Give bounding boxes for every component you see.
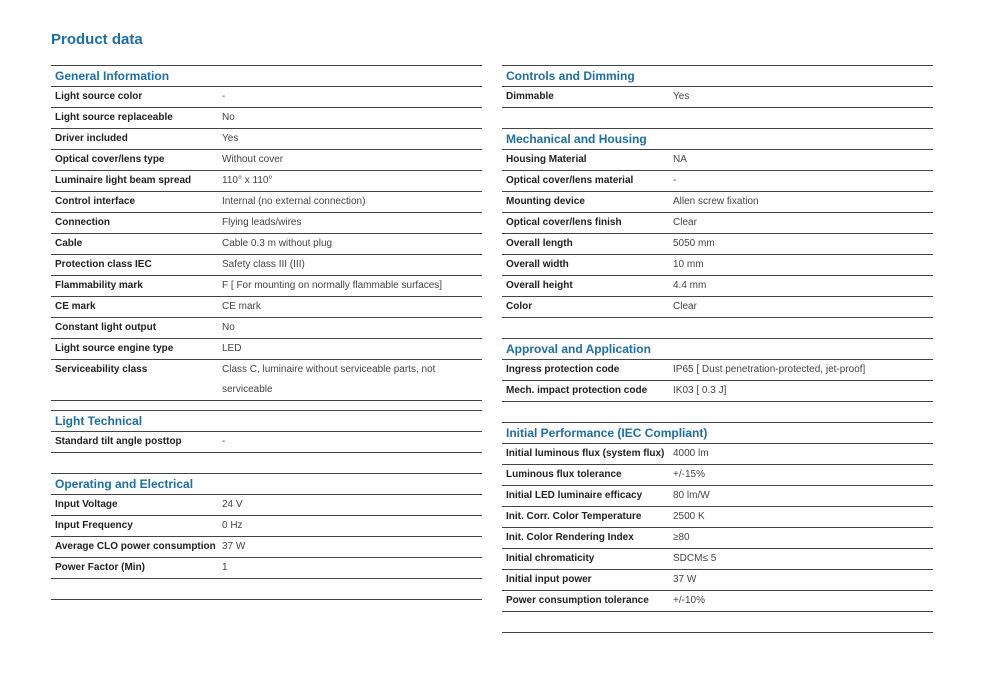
row-key: Standard tilt angle posttop <box>55 436 182 447</box>
row-value: LED <box>222 343 242 354</box>
table-row <box>51 515 482 536</box>
section-operating-electrical <box>51 473 482 600</box>
section-general-information <box>51 65 482 410</box>
row-key: Initial LED luminaire efficacy <box>506 490 643 501</box>
table-row <box>502 254 933 275</box>
right-column <box>502 65 933 633</box>
row-key: Power Factor (Min) <box>55 562 146 573</box>
row-value-line: serviceable <box>222 384 273 395</box>
row-key: Initial luminous flux (system flux) <box>506 448 665 459</box>
row-value: - <box>673 175 677 186</box>
section-title: General Information <box>51 65 482 86</box>
row-value: Without cover <box>222 154 284 165</box>
row-value: Yes <box>222 133 239 144</box>
table-row <box>502 191 933 212</box>
row-key: Input Voltage <box>55 499 118 510</box>
row-value: Clear <box>673 301 697 312</box>
table-row <box>502 590 933 611</box>
row-key: Serviceability class <box>55 364 148 375</box>
table-row <box>502 212 933 233</box>
divider <box>51 599 482 600</box>
row-value: - <box>222 436 226 447</box>
row-key: CE mark <box>55 301 96 312</box>
row-value: 10 mm <box>673 259 704 270</box>
divider <box>51 578 482 599</box>
row-value: IP65 [ Dust penetration-protected, jet-proof] <box>673 364 866 375</box>
row-value <box>218 360 482 400</box>
table-row <box>502 86 933 107</box>
row-value: Cable 0.3 m without plug <box>222 238 333 249</box>
table-row <box>51 233 482 254</box>
row-value: IK03 [ 0.3 J] <box>673 385 727 396</box>
row-key: Overall height <box>506 280 573 291</box>
divider <box>502 317 933 338</box>
row-value: ≥80 <box>673 532 690 543</box>
row-key: Constant light output <box>55 322 157 333</box>
row-key: Overall length <box>506 238 573 249</box>
row-value: - <box>222 91 226 102</box>
table-row <box>51 212 482 233</box>
section-title: Mechanical and Housing <box>502 128 933 149</box>
section-mechanical-housing <box>502 128 933 338</box>
row-key: Light source engine type <box>55 343 174 354</box>
row-key: Optical cover/lens finish <box>506 217 622 228</box>
table-row <box>51 359 482 400</box>
left-column <box>51 65 482 600</box>
section-initial-performance <box>502 422 933 633</box>
divider <box>51 400 482 410</box>
row-value: Internal (no external connection) <box>222 196 366 207</box>
table-row <box>51 254 482 275</box>
row-key: Average CLO power consumption <box>55 541 216 552</box>
table-row <box>502 275 933 296</box>
row-key: Optical cover/lens material <box>506 175 634 186</box>
row-key: Init. Corr. Color Temperature <box>506 511 642 522</box>
table-row <box>51 170 482 191</box>
section-title: Approval and Application <box>502 338 933 359</box>
row-value: 37 W <box>673 574 697 585</box>
row-key: Mech. impact protection code <box>506 385 648 396</box>
row-value: F [ For mounting on normally flammable surfaces] <box>222 280 443 291</box>
row-value: SDCM≤ 5 <box>673 553 717 564</box>
row-key: Luminous flux tolerance <box>506 469 622 480</box>
row-value: 5050 mm <box>673 238 715 249</box>
row-value: 2500 K <box>673 511 705 522</box>
row-value: 4000 lm <box>673 448 709 459</box>
row-value: Flying leads/wires <box>222 217 302 228</box>
table-row <box>502 359 933 380</box>
row-value: Clear <box>673 217 697 228</box>
row-value: No <box>222 112 235 123</box>
table-row <box>51 107 482 128</box>
table-row <box>51 191 482 212</box>
row-value: +/-15% <box>673 469 705 480</box>
table-row <box>51 149 482 170</box>
row-value: 110° x 110° <box>222 175 273 186</box>
section-title: Initial Performance (IEC Compliant) <box>502 422 933 443</box>
row-key: Light source color <box>55 91 143 102</box>
table-row <box>51 431 482 452</box>
table-row <box>502 464 933 485</box>
table-row <box>51 275 482 296</box>
row-key: Initial input power <box>506 574 592 585</box>
divider <box>502 632 933 633</box>
section-title: Light Technical <box>51 410 482 431</box>
row-value: 80 lm/W <box>673 490 710 501</box>
row-value: NA <box>673 154 687 165</box>
table-row <box>502 296 933 317</box>
section-title: Operating and Electrical <box>51 473 482 494</box>
table-row <box>502 485 933 506</box>
table-row <box>51 86 482 107</box>
table-row <box>51 317 482 338</box>
row-value: Yes <box>673 91 690 102</box>
row-value: 4.4 mm <box>673 280 707 291</box>
table-row <box>51 536 482 557</box>
row-value: 37 W <box>222 541 246 552</box>
table-row <box>51 557 482 578</box>
row-value: 24 V <box>222 499 243 510</box>
divider <box>51 452 482 473</box>
table-row <box>502 170 933 191</box>
section-controls-dimming <box>502 65 933 128</box>
row-key: Overall width <box>506 259 569 270</box>
table-row <box>502 149 933 170</box>
row-key: Light source replaceable <box>55 112 173 123</box>
table-row <box>51 128 482 149</box>
table-row <box>51 296 482 317</box>
row-value: 0 Hz <box>222 520 243 531</box>
row-value: Allen screw fixation <box>673 196 759 207</box>
table-row <box>502 233 933 254</box>
row-key: Init. Color Rendering Index <box>506 532 634 543</box>
row-key: Dimmable <box>506 91 554 102</box>
row-key: Driver included <box>55 133 128 144</box>
section-approval-application <box>502 338 933 422</box>
row-key: Mounting device <box>506 196 585 207</box>
row-key: Color <box>506 301 533 312</box>
row-value: No <box>222 322 235 333</box>
row-key: Power consumption tolerance <box>506 595 649 606</box>
table-row <box>502 548 933 569</box>
divider <box>502 401 933 422</box>
row-value: 1 <box>222 562 228 573</box>
row-value: +/-10% <box>673 595 705 606</box>
row-key: Connection <box>55 217 110 228</box>
divider <box>502 611 933 632</box>
divider <box>502 107 933 128</box>
row-key: Protection class IEC <box>55 259 152 270</box>
table-row <box>51 338 482 359</box>
row-key: Cable <box>55 238 83 249</box>
row-key: Luminaire light beam spread <box>55 175 192 186</box>
table-row <box>502 506 933 527</box>
row-key: Ingress protection code <box>506 364 620 375</box>
row-key: Flammability mark <box>55 280 143 291</box>
row-key: Initial chromaticity <box>506 553 595 564</box>
table-row <box>51 494 482 515</box>
table-row <box>502 569 933 590</box>
section-title: Controls and Dimming <box>502 65 933 86</box>
table-row <box>502 380 933 401</box>
row-key: Control interface <box>55 196 136 207</box>
table-row <box>502 527 933 548</box>
row-value: CE mark <box>222 301 261 312</box>
section-light-technical <box>51 410 482 473</box>
row-key: Optical cover/lens type <box>55 154 165 165</box>
row-value: Safety class III (III) <box>222 259 305 270</box>
page-title: Product data <box>51 31 143 48</box>
table-row <box>502 443 933 464</box>
row-key: Housing Material <box>506 154 587 165</box>
row-key: Input Frequency <box>55 520 133 531</box>
row-value-line: Class C, luminaire without serviceable parts, not <box>222 364 436 375</box>
